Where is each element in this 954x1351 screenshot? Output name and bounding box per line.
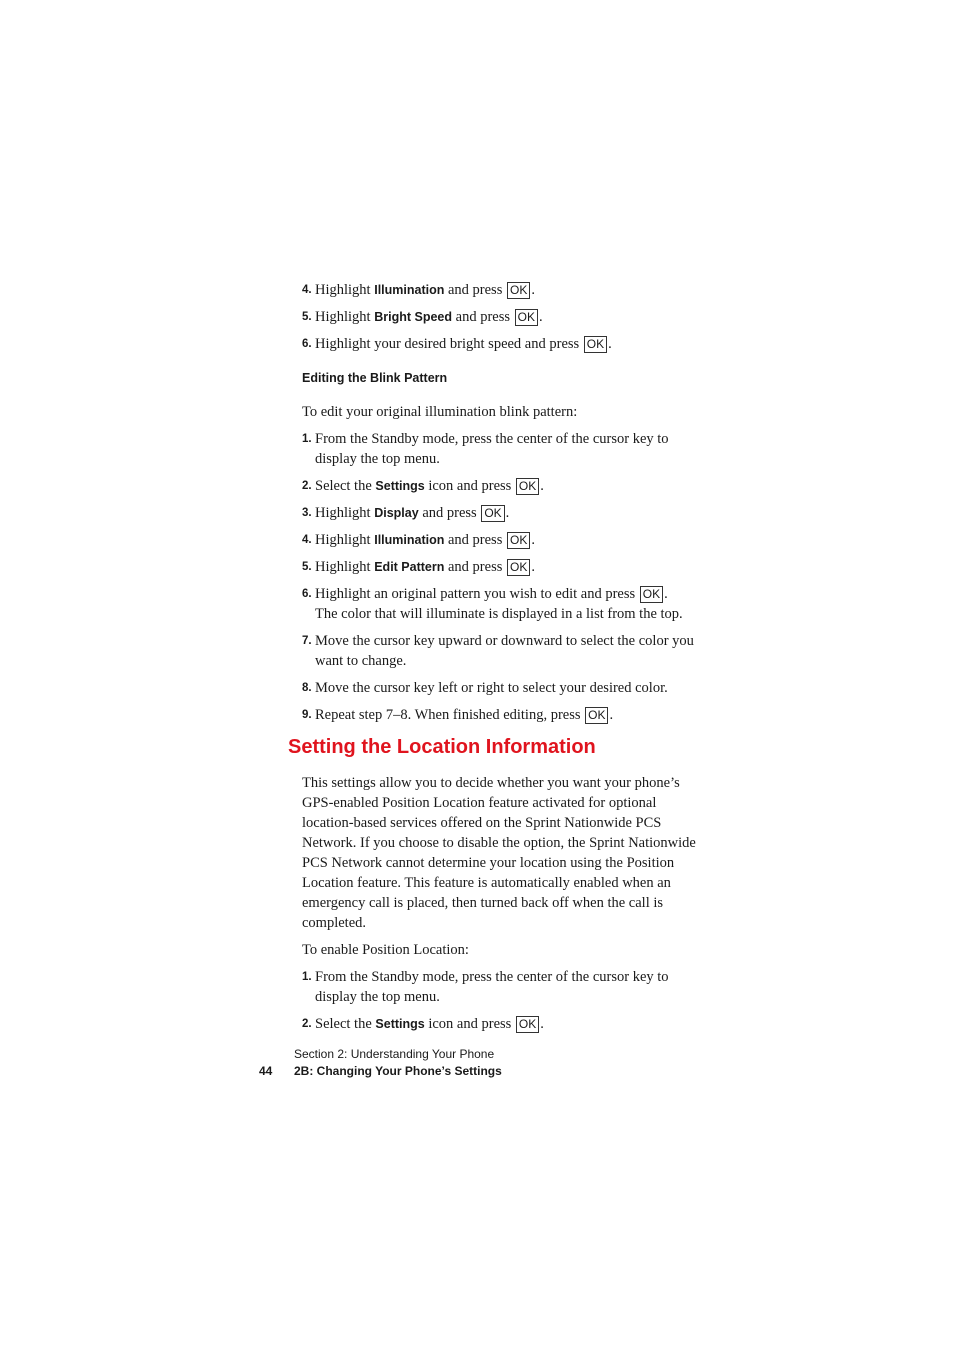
ok-key: OK bbox=[516, 478, 539, 495]
ok-key: OK bbox=[640, 586, 663, 603]
footer-section: Section 2: Understanding Your Phone bbox=[294, 1047, 495, 1061]
blink-step-6: 6. Highlight an original pattern you wish to edit and press OK . The color that will illuminate is displayed in a list from the top. bbox=[302, 586, 683, 622]
ok-key: OK bbox=[584, 336, 607, 353]
blink-step-6-note: The color that will illuminate is displayed in a list from the top. bbox=[315, 606, 683, 622]
page-content bbox=[288, 280, 702, 1041]
blink-step-3: 3. Highlight Display and press OK . bbox=[302, 505, 510, 521]
blink-intro: To edit your original illumination blink pattern: bbox=[302, 404, 578, 420]
subheading-blink-pattern: Editing the Blink Pattern bbox=[302, 371, 448, 385]
step-4-top: 4. Highlight Illumination and press OK . bbox=[302, 282, 535, 298]
blink-step-8: 8. Move the cursor key left or right to select your desired color. bbox=[302, 680, 668, 696]
step-6-top: 6. Highlight your desired bright speed and press OK . bbox=[302, 336, 612, 352]
step-5-top: 5. Highlight Bright Speed and press OK . bbox=[302, 309, 543, 325]
ok-key: OK bbox=[585, 707, 608, 724]
blink-step-9: 9. Repeat step 7–8. When finished editing, press OK . bbox=[302, 707, 614, 723]
blink-step-4: 4. Highlight Illumination and press OK . bbox=[302, 532, 535, 548]
page-number: 44 bbox=[259, 1064, 273, 1078]
ok-key: OK bbox=[481, 505, 504, 522]
blink-step-1: 1. From the Standby mode, press the center of the cursor key to display the top menu. bbox=[302, 431, 669, 467]
location-body: This settings allow you to decide whether you want your phone’s GPS-enabled Position Location feature activated for optional location-based services offered on the Sprint Nationwide PCS Network. If you choose to disable the option, the Sprint Nationwide PCS Network cannot determine your location using the Position Location feature. This feature is automatically enabled when an emergency call is placed, then turned back off when the call is completed. bbox=[302, 775, 696, 931]
footer-chapter: 2B: Changing Your Phone’s Settings bbox=[294, 1064, 502, 1078]
ok-key: OK bbox=[507, 532, 530, 549]
blink-step-5: 5. Highlight Edit Pattern and press OK . bbox=[302, 559, 535, 575]
section-title-location: Setting the Location Information bbox=[288, 736, 596, 758]
location-step-1: 1. From the Standby mode, press the center of the cursor key to display the top menu. bbox=[302, 969, 669, 1005]
blink-step-2: 2. Select the Settings icon and press OK . bbox=[302, 478, 544, 494]
ok-key: OK bbox=[515, 309, 538, 326]
ok-key: OK bbox=[507, 559, 530, 576]
blink-step-7: 7. Move the cursor key upward or downward to select the color you want to change. bbox=[302, 633, 694, 669]
location-intro: To enable Position Location: bbox=[302, 942, 469, 958]
ok-key: OK bbox=[516, 1016, 539, 1033]
ok-key: OK bbox=[507, 282, 530, 299]
location-step-2: 2. Select the Settings icon and press OK . bbox=[302, 1016, 544, 1032]
